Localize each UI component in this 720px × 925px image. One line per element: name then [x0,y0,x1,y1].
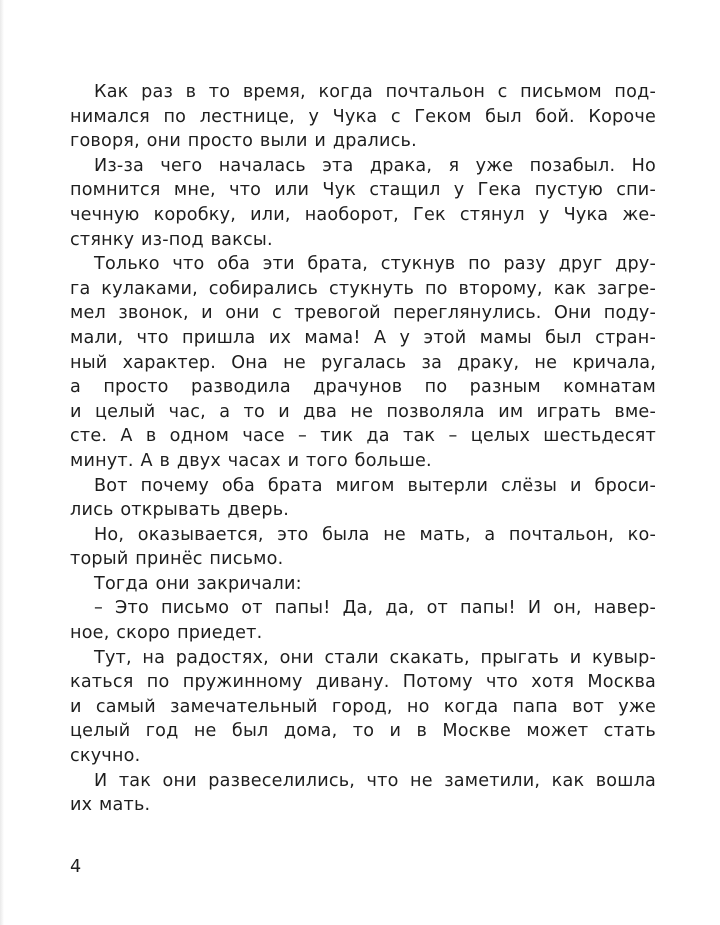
paragraph [70,523,656,572]
page-number: 4 [70,857,82,877]
text-line: ный характер. Она не ругалась за драку, не кричала, [70,352,656,373]
paragraph [70,474,656,523]
text-line: – Это письмо от папы! Да, да, от папы! И он, навер- [94,598,656,619]
text-line: целый год не был дома, то и в Москве может стать [70,721,656,742]
text-line: мали, что пришла их мама! А у этой мамы был стран- [70,327,656,348]
text-line: ное, скоро приедет. [70,623,263,644]
text-line: их мать. [70,795,151,816]
text-line: говоря, они просто выли и дрались. [70,131,417,152]
text-line: Вот почему оба брата мигом вытерли слёзы и броси- [94,475,656,496]
text-line: га кулаками, собирались стукнуть по второму, как загре- [70,278,656,299]
text-line: торый принёс письмо. [70,549,284,570]
dialogue-paragraph [70,596,656,645]
text-line: и самый замечательный город, но когда папа вот уже [70,696,656,717]
paragraph [70,80,656,154]
paragraph [70,769,656,818]
text-line: Из-за чего началась эта драка, я уже позабыл. Но [94,155,656,176]
paragraph [70,646,656,769]
text-line: нимался по лестнице, у Чука с Геком был бой. Короче [70,106,656,127]
text-line: скучно. [70,746,141,767]
text-line: Как раз в то время, когда почтальон с письмом под- [94,82,656,102]
text-line: Тут, на радостях, они стали скакать, прыгать и кувыр- [94,647,656,668]
text-line: Тогда они закричали: [94,573,302,594]
text-line: лись открывать дверь. [70,500,290,521]
paragraph [70,252,656,473]
text-line: мел звонок, и они с тревогой переглянулись. Они поду- [70,303,656,324]
text-line: каться по пружинному дивану. Потому что хотя Москва [70,672,656,693]
text-line: Но, оказывается, это была не мать, а почтальон, ко- [94,524,656,545]
paragraph [70,572,656,597]
text-line: а просто разводила драчунов по разным комнатам [70,377,656,398]
text-line: сте. А в одном часе – тик да так – целых шестьдесят [70,426,656,447]
page-body-text [70,80,656,818]
text-line: и целый час, а то и два не позволяла им играть вме- [70,401,656,422]
text-line: чечную коробку, или, наоборот, Гек стянул у Чука же- [70,204,656,225]
text-line: Только что оба эти брата, стукнув по разу друг дру- [94,254,656,275]
text-line: минут. А в двух часах и того больше. [70,450,432,471]
text-line: стянку из-под ваксы. [70,229,273,250]
text-line: помнится мне, что или Чук стащил у Гека пустую спи- [70,180,656,201]
page-edge-shadow [0,0,4,925]
text-line: И так они развеселились, что не заметили, как вошла [94,770,656,791]
paragraph [70,154,656,252]
